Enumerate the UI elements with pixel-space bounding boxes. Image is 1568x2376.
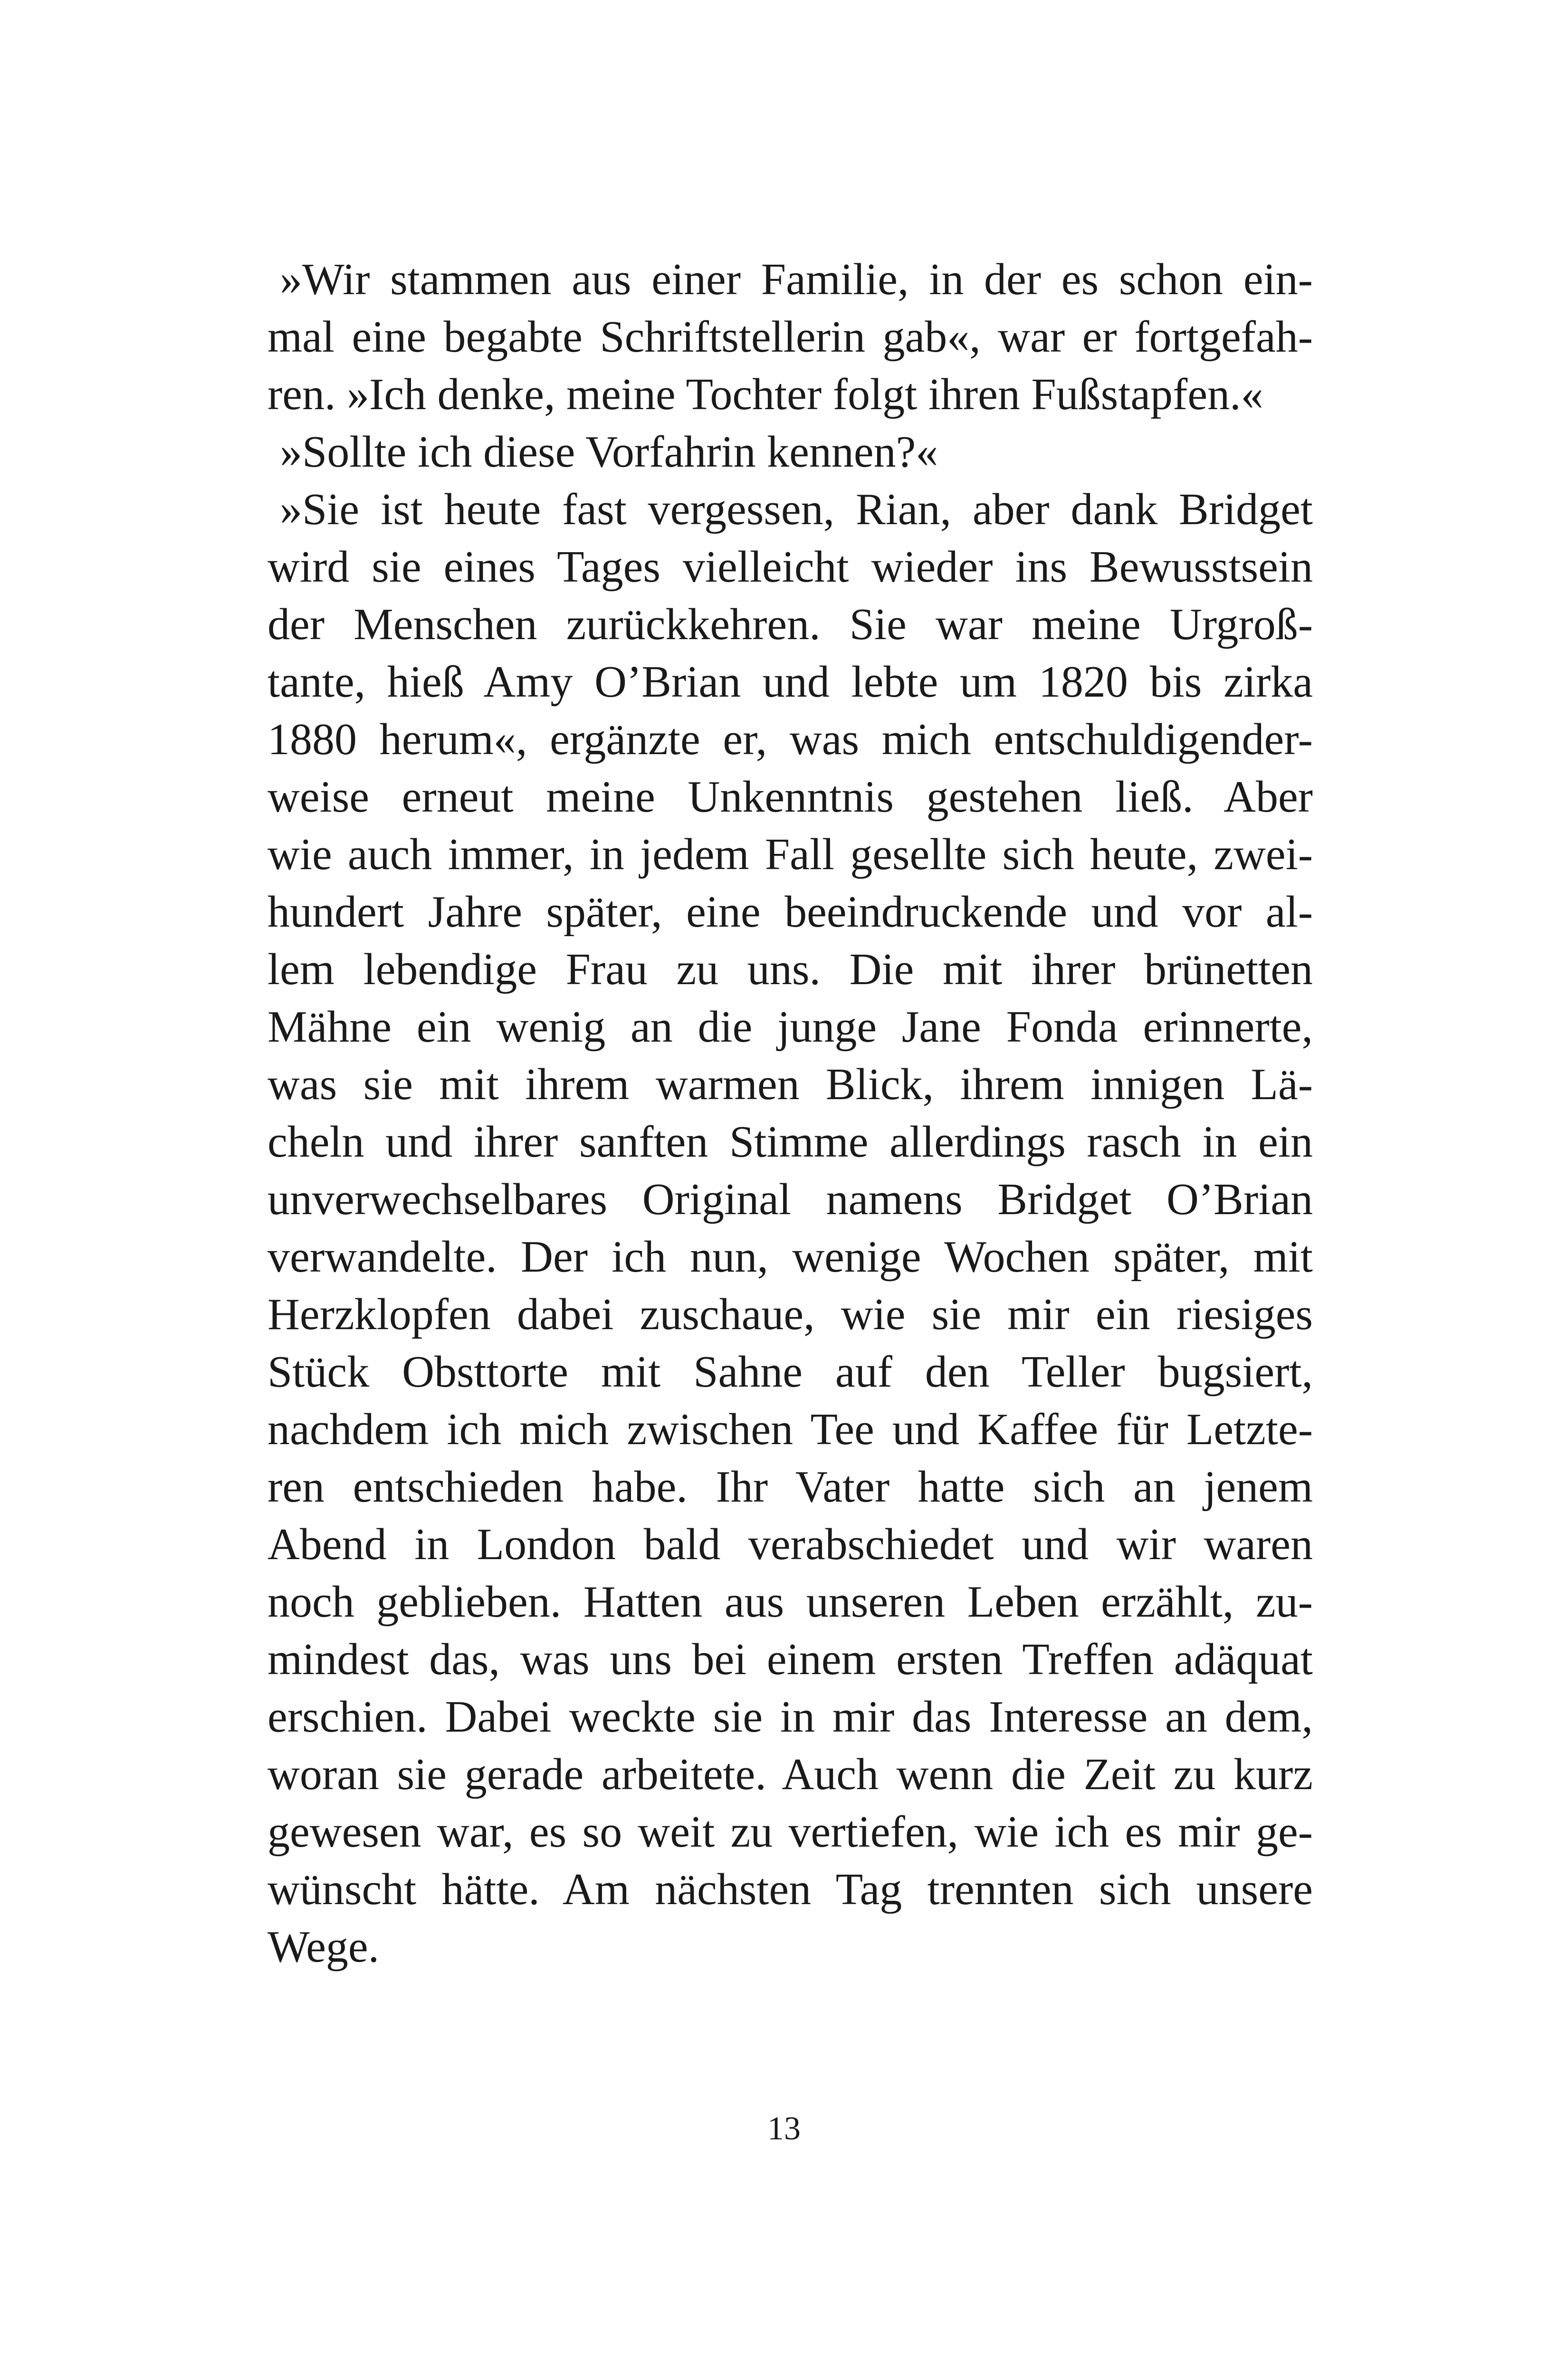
text-line: wünscht hätte. Am nächsten Tag trennten sich unsere [268,1865,1313,1914]
text-line: Wege. [268,1922,380,1972]
text-line: cheln und ihrer sanften Stimme allerdings rasch in ein [268,1117,1313,1167]
text-line: 1880 herum«, ergänzte er, was mich entschuldigender- [268,715,1313,764]
text-line: Herzklopfen dabei zuschaue, wie sie mir ein riesiges [268,1290,1313,1339]
text-line: tante, hieß Amy O’Brian und lebte um 1820 bis zirka [268,657,1313,707]
text-line: erschien. Dabei weckte sie in mir das Interesse an dem, [268,1692,1313,1742]
body-text [268,251,1313,1976]
text-line: noch geblieben. Hatten aus unseren Leben erzählt, zu- [268,1577,1313,1627]
text-line: Mähne ein wenig an die junge Jane Fonda erinnerte, [268,1002,1313,1052]
text-line: ren entschieden habe. Ihr Vater hatte sich an jenem [268,1462,1313,1512]
text-line: wird sie eines Tages vielleicht wieder ins Bewusstsein [268,542,1313,592]
text-line: wie auch immer, in jedem Fall gesellte sich heute, zwei- [268,830,1313,879]
text-line: Abend in London bald verabschiedet und wir waren [268,1520,1313,1569]
text-line: mal eine begabte Schriftstellerin gab«, war er fortgefah- [268,312,1313,362]
text-line: hundert Jahre später, eine beeindruckende und vor al- [268,887,1313,937]
text-line: weise erneut meine Unkenntnis gestehen ließ. Aber [268,772,1313,822]
text-line: woran sie gerade arbeitete. Auch wenn die Zeit zu kurz [268,1750,1313,1799]
text-line: nachdem ich mich zwischen Tee und Kaffee für Letzte- [268,1405,1313,1454]
text-line: verwandelte. Der ich nun, wenige Wochen später, mit [268,1232,1313,1282]
text-line: gewesen war, es so weit zu vertiefen, wie ich es mir ge- [268,1807,1313,1857]
text-line: mindest das, was uns bei einem ersten Treffen adäquat [268,1635,1313,1684]
text-line: Stück Obsttorte mit Sahne auf den Teller bugsiert, [268,1347,1313,1397]
text-line: der Menschen zurückkehren. Sie war meine Urgroß- [268,600,1313,649]
text-line: »Sollte ich diese Vorfahrin kennen?« [280,427,938,477]
text-line: »Wir stammen aus einer Familie, in der es schon ein- [280,255,1313,304]
text-line: unverwechselbares Original namens Bridget O’Brian [268,1175,1313,1224]
text-line: »Sie ist heute fast vergessen, Rian, aber dank Bridget [280,485,1313,534]
page-number: 13 [767,2110,801,2147]
text-line: was sie mit ihrem warmen Blick, ihrem innigen Lä- [268,1060,1313,1109]
text-line: lem lebendige Frau zu uns. Die mit ihrer brünetten [268,945,1313,994]
text-line: ren. »Ich denke, meine Tochter folgt ihren Fußstapfen.« [268,370,1263,419]
